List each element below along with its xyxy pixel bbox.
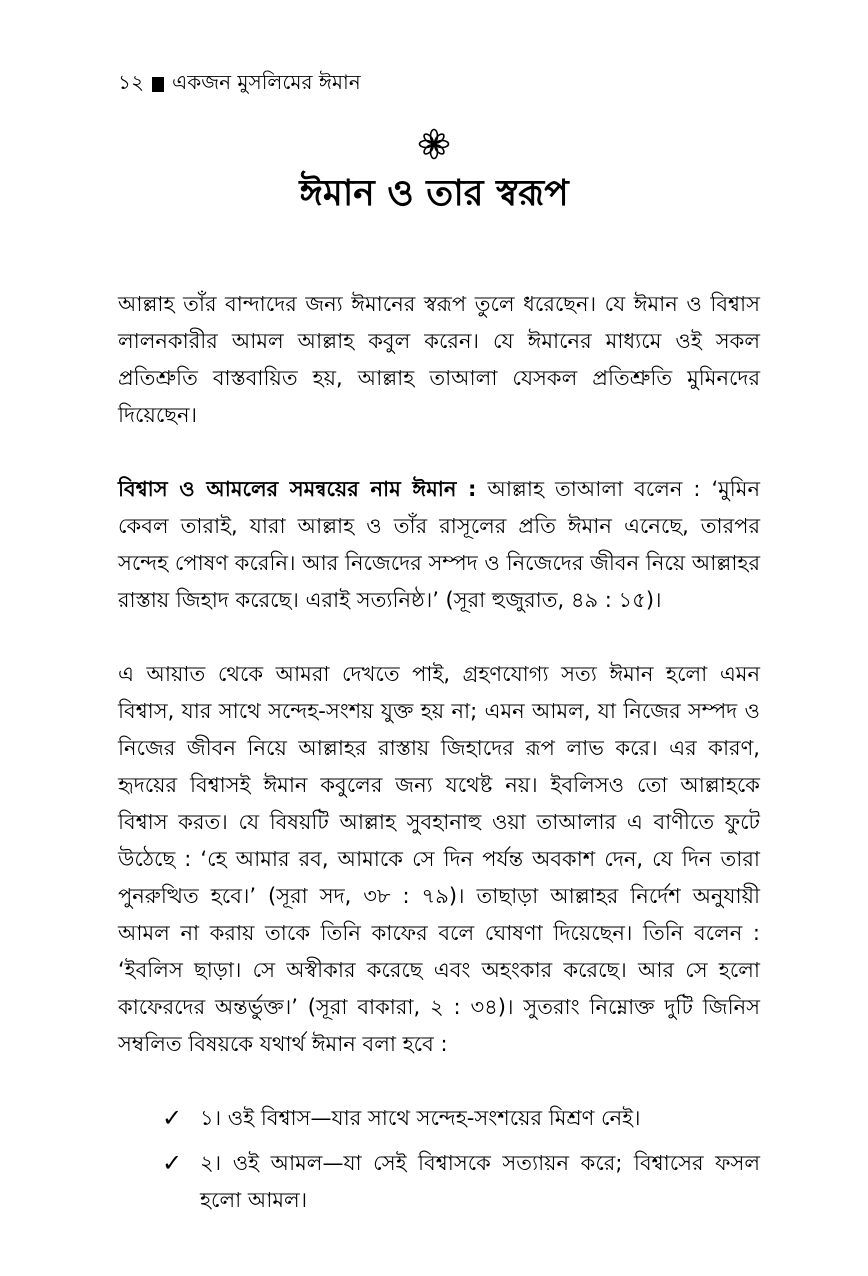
checklist (118, 1100, 760, 1219)
checklist-item (118, 1100, 760, 1137)
paragraph-text: এ আয়াত থেকে আমরা দেখতে পাই, গ্রহণযোগ্য সত্য ঈমান হলো এমন বিশ্বাস, যার সাথে সন্দেহ-সংশয় যুক্ত হয় না; এমন আমল, যা নিজের সম্পদ ও নিজের জীবন নিয়ে আল্লাহর রাস্তায় জিহাদের রূপ লাভ করে। এর কারণ, হৃদয়ের বিশ্বাসই ঈমান কবুলের জন্য যথেষ্ট নয়। ইবলিসও তো আল্লাহকে বিশ্বাস করত। যে বিষয়টি আল্লাহ সুবহানাহু ওয়া তাআলার এ বাণীতে ফুটে উঠেছে : ‘হে আমার রব, আমাকে সে দিন পর্যন্ত অবকাশ দেন, যে দিন তারা পুনরুত্থিত হবে।’ (সূরা সদ, ৩৮ : ৭৯)। তাছাড়া আল্লাহর নির্দেশ অনুযায়ী আমল না করায় তাকে তিনি কাফের বলে ঘোষণা দিয়েছেন। তিনি বলেন : ‘ইবলিস ছাড়া। সে অস্বীকার করেছে এবং অহংকার করেছে। আর সে হলো কাফেরদের অন্তর্ভুক্ত।’ (সূরা বাকারা, ২ : ৩৪)। সুতরাং নিম্নোক্ত দুটি জিনিস সম্বলিত বিষয়কে যথার্থ ঈমান বলা হবে : (118, 662, 760, 1056)
square-bullet-icon (152, 77, 164, 92)
paragraph-text: আল্লাহ তাঁর বান্দাদের জন্য ঈমানের স্বরূপ তুলে ধরেছেন। যে ঈমান ও বিশ্বাস লালনকারীর আমল আল্লাহ কবুল করেন। যে ঈমানের মাধ্যমে ওই সকল প্রতিশ্রুতি বাস্তবায়িত হয়, আল্লাহ তাআলা যেসকল প্রতিশ্রুতি মুমিনদের দিয়েছেন। (118, 292, 760, 427)
checkmark-icon: ✓ (162, 1149, 183, 1177)
page-number: ১২ (118, 70, 144, 94)
running-title: একজন মুসলিমের ঈমান (171, 70, 361, 94)
checkmark-icon: ✓ (162, 1104, 183, 1132)
running-header (118, 68, 361, 101)
paragraph-2 (118, 471, 760, 619)
paragraph-text: আল্লাহ তাআলা বলেন : ‘মুমিন কেবল তারাই, যারা আল্লাহ ও তাঁর রাসূলের প্রতি ঈমান এনেছে, তারপর সন্দেহ পোষণ করেনি। আর নিজেদের সম্পদ ও নিজেদের জীবন নিয়ে আল্লাহর রাস্তায় জিহাদ করেছে। এরাই সত্যনিষ্ঠ।’ (সূরা হুজুরাত, ৪৯ : ১৫)। (118, 477, 760, 612)
checklist-item-text: ২। ওই আমল—যা সেই বিশ্বাসকে সত্যায়ন করে; বিশ্বাসের ফসল হলো আমল। (200, 1151, 760, 1212)
flower-ornament-icon (418, 128, 450, 160)
paragraph-3 (118, 656, 760, 1063)
paragraph-1 (118, 286, 760, 434)
paragraph-lead: বিশ্বাস ও আমলের সমন্বয়ের নাম ঈমান : (118, 477, 477, 501)
checklist-item-text: ১। ওই বিশ্বাস—যার সাথে সন্দেহ-সংশয়ের মিশ্রণ নেই। (200, 1106, 641, 1130)
chapter-title: ঈমান ও তার স্বরূপ (299, 173, 569, 214)
body-text (118, 286, 760, 1227)
checklist-item (118, 1145, 760, 1219)
